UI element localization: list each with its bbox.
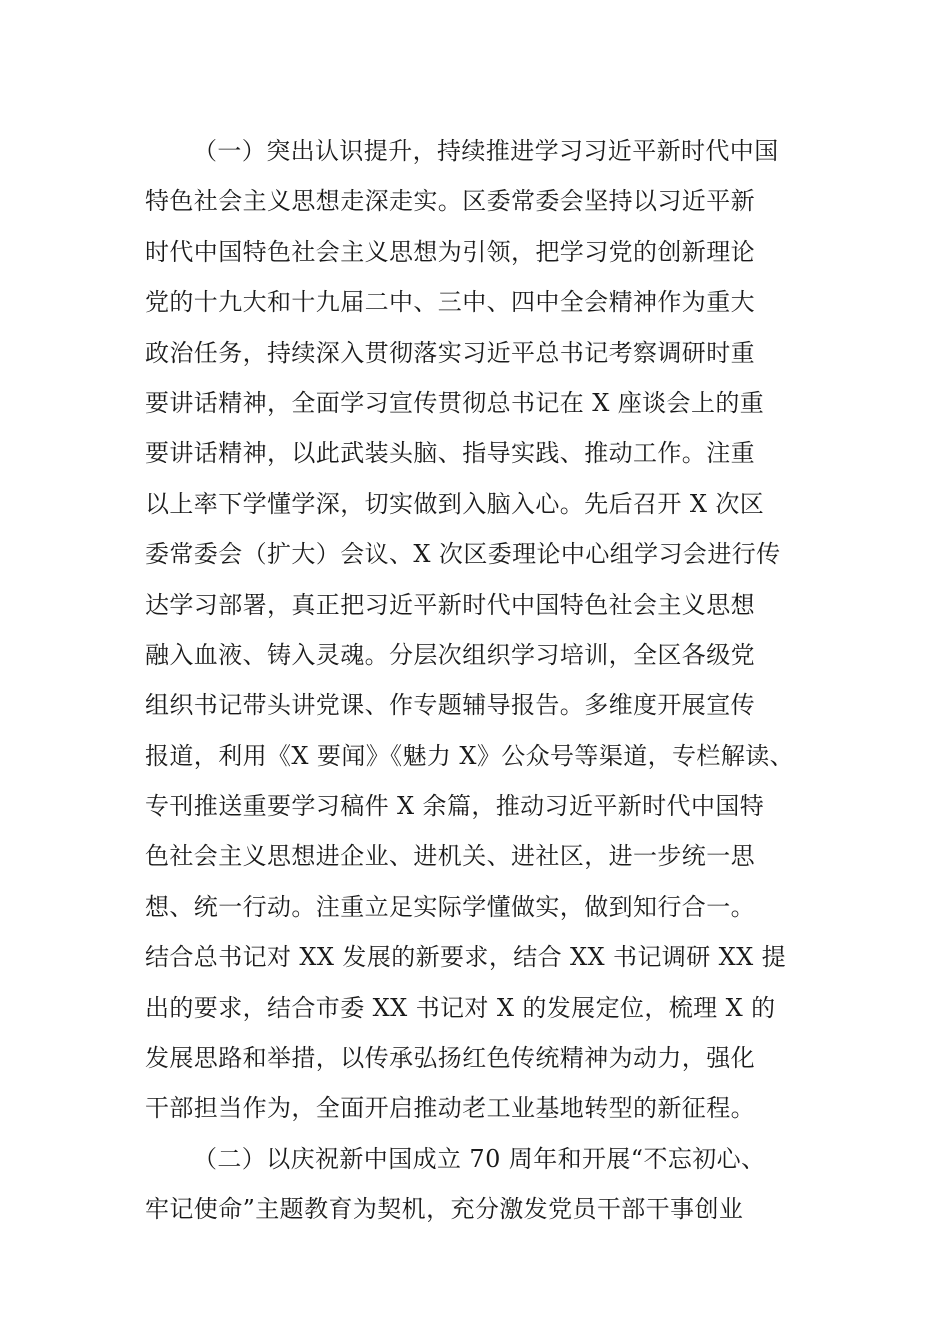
- paragraph-1-line-19: 发展思路和举措，以传承弘扬红色传统精神为动力，强化: [145, 1044, 755, 1073]
- paragraph-1-line-6: 要讲话精神，全面学习宣传贯彻总书记在 X 座谈会上的重: [145, 388, 765, 417]
- paragraph-1-line-7: 要讲话精神，以此武装头脑、指导实践、推动工作。注重: [145, 439, 755, 468]
- paragraph-1-line-1: （一）突出认识提升，持续推进学习习近平新时代中国: [193, 137, 779, 165]
- paragraph-1-line-8: 以上率下学懂学深，切实做到入脑入心。先后召开 X 次区: [145, 489, 765, 518]
- paragraph-1-line-4: 党的十九大和十九届二中、三中、四中全会精神作为重大: [145, 288, 755, 317]
- paragraph-2-line-2: 牢记使命”主题教育为契机，充分激发党员干部干事创业: [145, 1195, 744, 1224]
- paragraph-1-line-20: 干部担当作为，全面开启推动老工业基地转型的新征程。: [145, 1094, 755, 1123]
- paragraph-1-line-11: 融入血液、铸入灵魂。分层次组织学习培训，全区各级党: [145, 640, 755, 669]
- paragraph-1-line-5: 政治任务，持续深入贯彻落实习近平总书记考察调研时重: [145, 338, 755, 367]
- paragraph-1-line-10: 达学习部署，真正把习近平新时代中国特色社会主义思想: [145, 590, 755, 619]
- paragraph-1-line-9: 委常委会（扩大）会议、X 次区委理论中心组学习会进行传: [145, 540, 781, 569]
- paragraph-2-line-1: （二）以庆祝新中国成立 70 周年和开展“不忘初心、: [193, 1144, 766, 1173]
- paragraph-1-line-18: 出的要求，结合市委 XX 书记对 X 的发展定位，梳理 X 的: [145, 993, 776, 1022]
- paragraph-1-line-17: 结合总书记对 XX 发展的新要求，结合 XX 书记调研 XX 提: [145, 943, 787, 972]
- document-body: [145, 126, 825, 1235]
- paragraph-1-line-12: 组织书记带头讲党课、作专题辅导报告。多维度开展宣传: [145, 691, 755, 720]
- paragraph-1-line-15: 色社会主义思想进企业、进机关、进社区，进一步统一思: [145, 842, 755, 871]
- paragraph-1-line-14: 专刊推送重要学习稿件 X 余篇，推动习近平新时代中国特: [145, 792, 765, 821]
- paragraph-1-line-13: 报道，利用《X 要闻》《魅力 X》公众号等渠道，专栏解读、: [145, 741, 795, 770]
- paragraph-1-line-2: 特色社会主义思想走深走实。区委常委会坚持以习近平新: [145, 187, 755, 216]
- paragraph-1-line-3: 时代中国特色社会主义思想为引领，把学习党的创新理论: [145, 237, 755, 266]
- paragraph-1-line-16: 想、统一行动。注重立足实际学懂做实，做到知行合一。: [145, 892, 755, 921]
